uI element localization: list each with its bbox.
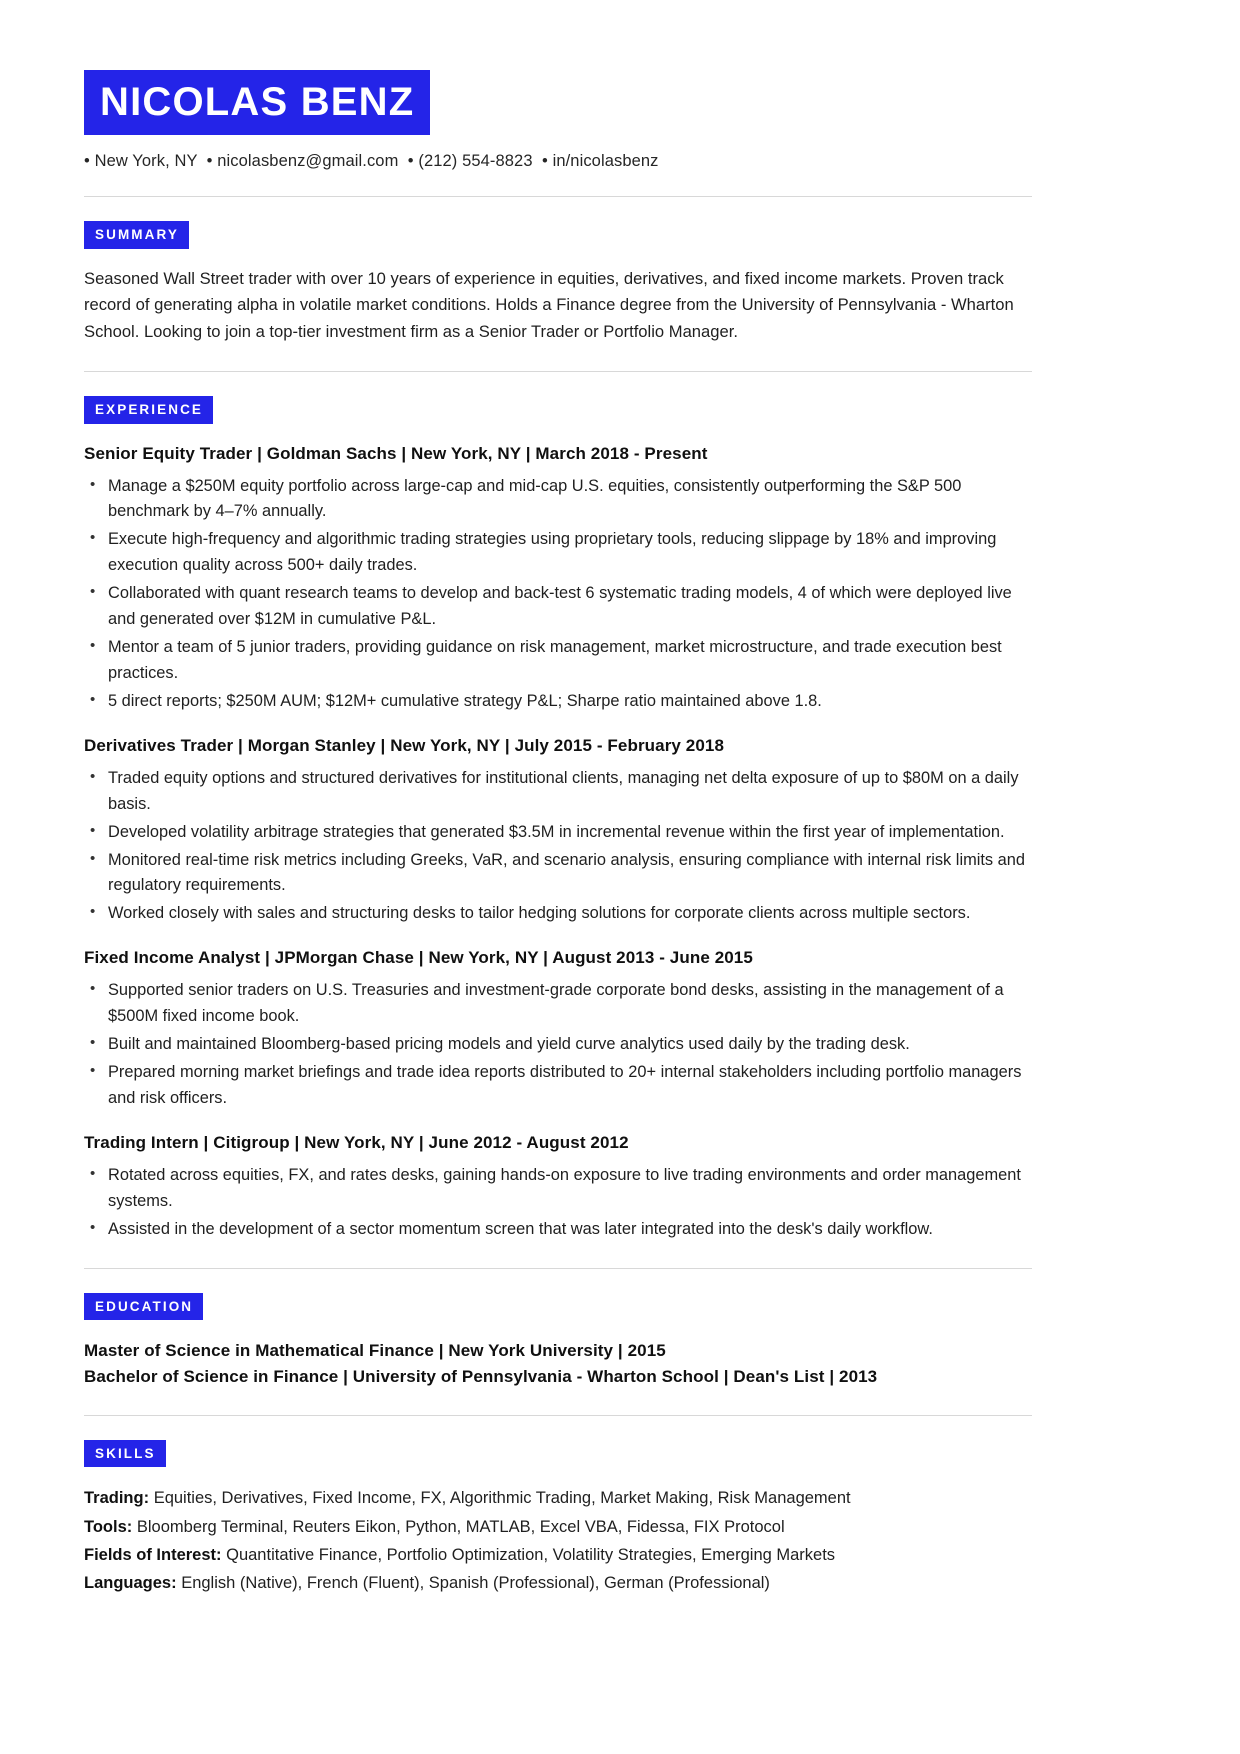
skill-category-value: English (Native), French (Fluent), Spanish (Professional), German (Professional) (181, 1574, 770, 1593)
skill-row (84, 1513, 1032, 1541)
bullet-separator-icon: • (84, 152, 90, 170)
contact-linkedin[interactable]: in/nicolasbenz (552, 152, 659, 170)
education-entry: Bachelor of Science in Finance | University of Pennsylvania - Wharton School | Dean's List | 2013 (84, 1366, 878, 1386)
section-experience (84, 372, 1032, 1242)
contact-item-location (84, 152, 197, 170)
job-bullet: • Prepared morning market briefings and trade idea reports distributed to 20+ internal stakeholders including portfolio managers and risk officers. (84, 1060, 1032, 1112)
skill-category-label: Trading: (84, 1489, 150, 1508)
job-heading: Senior Equity Trader | Goldman Sachs | New York, NY | March 2018 - Present (84, 443, 708, 463)
job-heading: Fixed Income Analyst | JPMorgan Chase | New York, NY | August 2013 - June 2015 (84, 948, 753, 968)
section-heading-summary: SUMMARY (84, 221, 189, 249)
skill-category-value: Equities, Derivatives, Fixed Income, FX, Algorithmic Trading, Market Making, Risk Management (153, 1489, 851, 1508)
experience-entry (84, 443, 1032, 715)
skill-category-value: Bloomberg Terminal, Reuters Eikon, Python, MATLAB, Excel VBA, Fidessa, FIX Protocol (136, 1517, 785, 1536)
contact-phone[interactable]: (212) 554-8823 (418, 152, 533, 170)
skill-category-label: Fields of Interest: (84, 1545, 222, 1564)
bullet-separator-icon: • (206, 152, 213, 170)
contact-item-linkedin[interactable] (542, 152, 659, 170)
summary-text: Seasoned Wall Street trader with over 10 years of experience in equities, derivatives, and fixed income markets. Proven track record of generating alpha in volatile market conditions. Holds a Finance degree from the University of Pennsylvania - Wharton School. Looking to join a top-tier investment firm as a Senior Trader or Portfolio Manager. (84, 268, 1014, 342)
job-bullet-list (84, 474, 1032, 715)
job-bullet: • Manage a $250M equity portfolio across large-cap and mid-cap U.S. equities, consistently outperforming the S&P 500 benchmark by 4–7% annually. (84, 474, 1032, 526)
section-summary (84, 197, 1032, 346)
skill-row (84, 1541, 1032, 1569)
contact-line (84, 152, 1032, 171)
header-name-block (84, 70, 1032, 135)
candidate-name: NICOLAS BENZ (84, 70, 430, 135)
job-bullet: • Rotated across equities, FX, and rates desks, gaining hands-on exposure to live trading environments and order management systems. (84, 1163, 1032, 1215)
job-bullet: • Collaborated with quant research teams to develop and back-test 6 systematic trading models, 4 of which were deployed live and generated over $12M in cumulative P&L. (84, 581, 1032, 633)
section-education (84, 1269, 1032, 1390)
bullet-separator-icon: • (541, 152, 548, 170)
section-skills (84, 1416, 1032, 1598)
job-bullet: • Mentor a team of 5 junior traders, providing guidance on risk management, market microstructure, and trade execution best practices. (84, 635, 1032, 687)
job-bullet: • Execute high-frequency and algorithmic trading strategies using proprietary tools, reducing slippage by 18% and improving execution quality across 500+ daily trades. (84, 527, 1032, 579)
section-heading-education: EDUCATION (84, 1293, 203, 1321)
contact-item-email[interactable] (207, 152, 399, 170)
experience-entry (84, 1132, 1032, 1243)
section-heading-skills: SKILLS (84, 1440, 166, 1468)
education-list (84, 1338, 1032, 1390)
job-bullet: • Developed volatility arbitrage strategies that generated $3.5M in incremental revenue within the first year of implementation. (84, 820, 1032, 846)
job-bullet: • Worked closely with sales and structuring desks to tailor hedging solutions for corporate clients across multiple sectors. (84, 901, 1032, 927)
skill-row (84, 1569, 1032, 1597)
job-bullet: • Monitored real-time risk metrics including Greeks, VaR, and scenario analysis, ensuring compliance with internal risk limits and regulatory requirements. (84, 848, 1032, 900)
job-bullet: • Assisted in the development of a sector momentum screen that was later integrated into the desk's daily workflow. (84, 1217, 1032, 1243)
skill-category-label: Languages: (84, 1574, 177, 1593)
job-heading: Trading Intern | Citigroup | New York, NY | June 2012 - August 2012 (84, 1132, 629, 1152)
contact-location: New York, NY (94, 152, 198, 170)
contact-email[interactable]: nicolasbenz@gmail.com (217, 152, 399, 170)
job-bullet-list (84, 978, 1032, 1112)
job-heading: Derivatives Trader | Morgan Stanley | New York, NY | July 2015 - February 2018 (84, 735, 725, 755)
skill-category-label: Tools: (84, 1517, 133, 1536)
bullet-separator-icon: • (407, 152, 414, 170)
resume-content (84, 70, 1032, 1598)
skills-list (84, 1484, 1032, 1598)
section-heading-experience: EXPERIENCE (84, 396, 213, 424)
education-entry: Master of Science in Mathematical Finance | New York University | 2015 (84, 1341, 666, 1361)
job-bullet: • Supported senior traders on U.S. Treasuries and investment-grade corporate bond desks, assisting in the management of a $500M fixed income book. (84, 978, 1032, 1030)
contact-item-phone[interactable] (408, 152, 533, 170)
job-bullet-list (84, 1163, 1032, 1243)
skill-category-value: Quantitative Finance, Portfolio Optimization, Volatility Strategies, Emerging Markets (226, 1545, 836, 1564)
experience-entry (84, 735, 1032, 927)
job-bullet: • 5 direct reports; $250M AUM; $12M+ cumulative strategy P&L; Sharpe ratio maintained above 1.8. (84, 689, 1032, 715)
job-bullet: • Traded equity options and structured derivatives for institutional clients, managing net delta exposure of up to $80M on a daily basis. (84, 766, 1032, 818)
skill-row (84, 1484, 1032, 1512)
experience-entry (84, 947, 1032, 1112)
job-bullet-list (84, 766, 1032, 928)
job-bullet: • Built and maintained Bloomberg-based pricing models and yield curve analytics used daily by the trading desk. (84, 1032, 1032, 1058)
